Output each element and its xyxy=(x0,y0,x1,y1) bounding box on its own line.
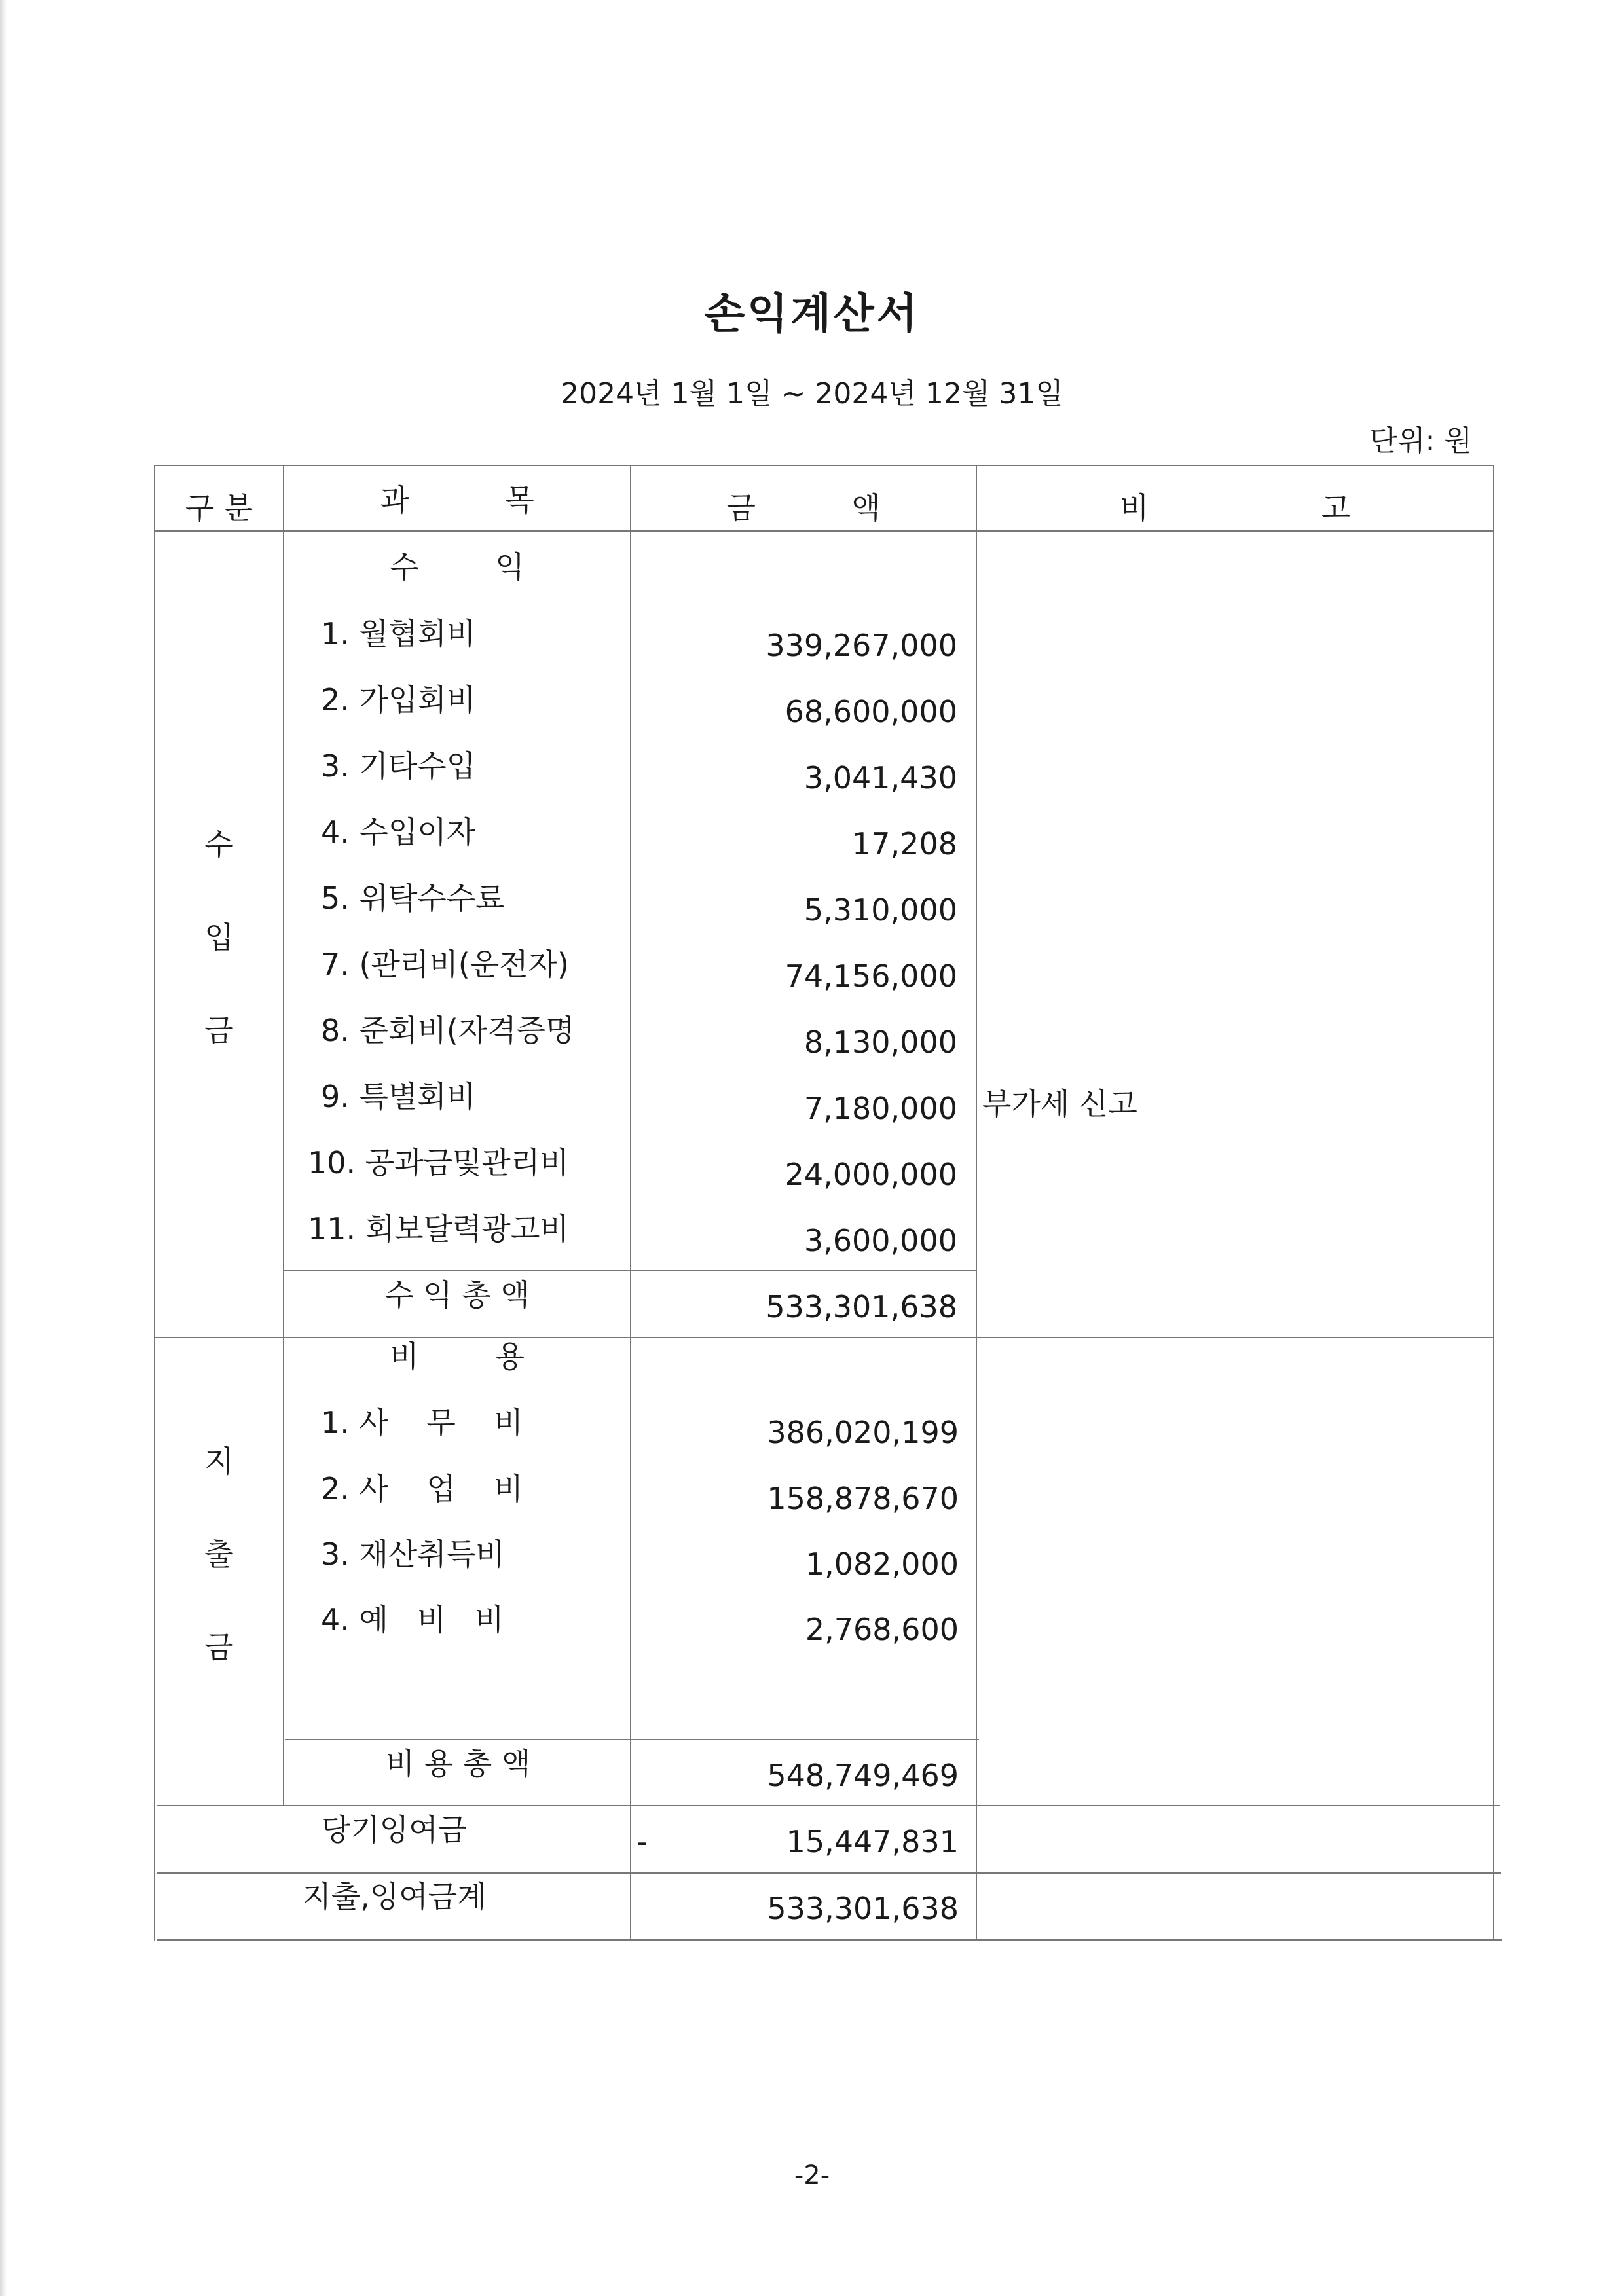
income-category-char: 입 xyxy=(204,920,234,955)
header-item: 과 목 xyxy=(380,483,534,518)
document-title: 손익계산서 xyxy=(704,290,920,338)
income-section-label: 수 익 xyxy=(390,549,525,585)
scan-edge xyxy=(0,0,7,2296)
expense-total-amount: 548,749,469 xyxy=(767,1758,959,1793)
category-divider xyxy=(283,465,284,1805)
grand-total-amount: 533,301,638 xyxy=(767,1891,959,1926)
table-border-bottom xyxy=(157,1939,1502,1941)
income-item-amount: 68,600,000 xyxy=(784,694,957,729)
header-category: 구 분 xyxy=(185,490,253,526)
expense-category-char: 금 xyxy=(204,1630,234,1665)
expense-item-name: 4. 예 비 비 xyxy=(321,1602,504,1637)
surplus-sign: - xyxy=(637,1824,648,1859)
income-note: 부가세 신고 xyxy=(982,1086,1137,1121)
report-period: 2024년 1월 1일 ~ 2024년 12월 31일 xyxy=(561,377,1063,410)
item-divider xyxy=(630,465,631,1941)
amount-divider xyxy=(976,465,977,1941)
income-item-amount: 3,600,000 xyxy=(803,1223,957,1258)
expense-section-label: 비 용 xyxy=(390,1339,525,1374)
grand-total-label: 지출,잉여금계 xyxy=(302,1879,487,1914)
income-item-name: 4. 수입이자 xyxy=(321,814,476,850)
income-item-name: 5. 위탁수수료 xyxy=(321,881,505,916)
income-item-amount: 7,180,000 xyxy=(803,1091,957,1126)
expense-total-divider xyxy=(285,1739,979,1740)
table-border-right xyxy=(1493,465,1494,1941)
income-category-char: 금 xyxy=(204,1013,234,1048)
header-divider xyxy=(154,530,1493,532)
expense-item-amount: 2,768,600 xyxy=(805,1612,959,1647)
income-item-name: 1. 월협회비 xyxy=(321,616,476,651)
income-item-name: 10. 공과금및관리비 xyxy=(308,1145,569,1180)
income-item-name: 11. 회보달력광고비 xyxy=(308,1211,569,1247)
income-item-name: 3. 기타수입 xyxy=(321,748,476,784)
income-item-amount: 8,130,000 xyxy=(803,1025,957,1060)
table-border-left xyxy=(154,465,155,1941)
table-border-top xyxy=(154,465,1493,466)
income-item-name: 9. 특별회비 xyxy=(321,1079,476,1114)
expense-section-bottom xyxy=(157,1805,1500,1806)
header-note: 비 고 xyxy=(1119,490,1351,526)
header-amount: 금 액 xyxy=(726,490,881,526)
income-item-name: 7. (관리비(운전자) xyxy=(321,947,569,982)
expense-item-amount: 386,020,199 xyxy=(767,1415,959,1450)
surplus-amount: 15,447,831 xyxy=(786,1824,959,1859)
income-item-amount: 5,310,000 xyxy=(803,892,957,928)
surplus-label: 당기잉여금 xyxy=(321,1812,468,1848)
expense-item-amount: 1,082,000 xyxy=(805,1546,959,1582)
income-category-char: 수 xyxy=(204,827,234,862)
surplus-row-bottom xyxy=(157,1872,1501,1874)
income-total-amount: 533,301,638 xyxy=(766,1289,957,1324)
income-item-amount: 17,208 xyxy=(852,826,957,862)
income-item-amount: 3,041,430 xyxy=(803,760,957,795)
unit-label: 단위: 원 xyxy=(1369,424,1472,458)
income-item-amount: 24,000,000 xyxy=(784,1157,957,1192)
income-item-name: 8. 준회비(자격증명 xyxy=(321,1013,575,1048)
expense-item-name: 2. 사 업 비 xyxy=(321,1471,523,1506)
income-item-amount: 339,267,000 xyxy=(766,628,957,663)
page-number: -2- xyxy=(794,2160,830,2191)
income-total-label: 수 익 총 액 xyxy=(384,1277,530,1313)
expense-total-label: 비 용 총 액 xyxy=(385,1746,531,1781)
income-item-name: 2. 가입회비 xyxy=(321,682,476,718)
expense-item-name: 1. 사 무 비 xyxy=(321,1405,523,1440)
expense-category-char: 출 xyxy=(204,1537,234,1572)
expense-category-char: 지 xyxy=(204,1444,234,1479)
expense-item-amount: 158,878,670 xyxy=(767,1481,959,1516)
income-item-amount: 74,156,000 xyxy=(784,958,957,994)
expense-item-name: 3. 재산취득비 xyxy=(321,1537,505,1572)
